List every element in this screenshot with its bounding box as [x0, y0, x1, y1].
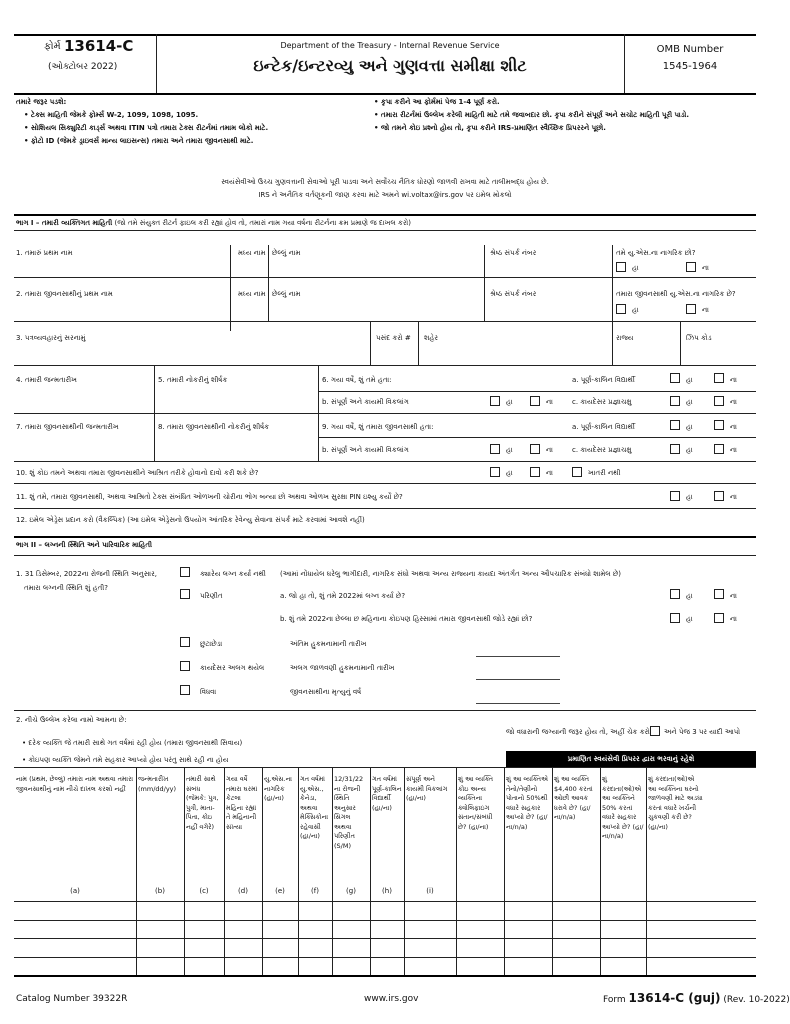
column-header: જન્મતારીખ (mm/dd/yy): [138, 775, 177, 793]
column-letter: (c): [199, 887, 209, 895]
blind-yes-checkbox[interactable]: [670, 396, 680, 406]
omb-label: OMB Number: [656, 44, 724, 55]
identity-theft-question: 11. શું તમે, તમારા જીવનસાથી, અથવા આશ્રિતો ટેક્સ સંબંધિત ઓળખની ચોરીના ભોગ બન્યા છો અથવા ઓળખ સુરક્ષા PIN ઇશ્યુ કર્યો છે?: [16, 493, 403, 501]
right-item-1: • કૃપા કરીને આ ફોર્મમાં પેજ 1-4 પૂર્ણ કરો.: [374, 98, 500, 106]
table-top-rule: [14, 767, 756, 768]
blind-yes-label: હા: [686, 398, 693, 406]
footer-form-id: Form 13614-C (guj) (Rev. 10-2022): [603, 991, 790, 1005]
identity-yes-label: હા: [686, 493, 693, 501]
disabled-label: b. સંપૂર્ણ અને કાયમી વિકલાંગ: [322, 398, 409, 406]
column-letter: (a): [70, 887, 80, 895]
row6a-rule: [318, 391, 756, 392]
citizen-question-2: તમારા જીવનસાથી યુ.એસ.ના નાગરિક છે?: [616, 290, 736, 298]
blind-no-checkbox[interactable]: [714, 396, 724, 406]
col-divider-apt: [370, 321, 371, 365]
row2-bottom-rule: [14, 321, 756, 322]
row1-bottom-rule: [14, 277, 756, 278]
never-married-note: (આમાં નોંધાયેલ ઘરેલુ ભાગીદારી, નાગરિક સંઘો અથવા અન્ય રાજ્યના કાયદા અંતર્ગત અન્ય ઔપચારિક સંબંધો શામેલ છે): [280, 570, 621, 578]
spouse-blind-no-label: ના: [730, 446, 737, 454]
column-header: શું આ વ્યક્તિ કોઇ અન્ય વ્યક્તિના ક્વોલિફાઇંગ સંતાન/સંબંધી છે? (હા/ના): [458, 775, 494, 831]
column-divider: [332, 767, 333, 975]
phone-label: શ્રેષ્ઠ સંપર્ક નંબર: [490, 249, 537, 257]
spouse-blind-yes-label: હા: [686, 446, 693, 454]
form-number: 13614-C: [64, 37, 134, 55]
first-name-label: 1. તમારું પ્રથમ નામ: [16, 249, 73, 257]
column-header: શું આ વ્યક્તિ $4,400 કરતાં ઓછી આવક ધરાવે છે? (હા/ના/n/a): [554, 775, 593, 821]
lived-with-spouse-no-checkbox[interactable]: [714, 613, 724, 623]
column-letter: (f): [311, 887, 319, 895]
birthdate-label: 4. તમારી જન્મતારીખ: [16, 376, 77, 384]
spouse-disabled-yes-label: હા: [506, 446, 513, 454]
disabled-yes-checkbox[interactable]: [490, 396, 500, 406]
column-header: નામ (પ્રથમ, છેલ્લું) તમારા નામ અથવા તમારા જીવનસાથીનું નામ નીચે દાખલ કરશો નહીં: [16, 775, 134, 793]
column-divider: [552, 767, 553, 975]
fulltime-no-checkbox[interactable]: [714, 373, 724, 383]
column-divider: [298, 767, 299, 975]
spouse-blind-no-checkbox[interactable]: [714, 444, 724, 454]
email-label: 12. ઇમેલ એડ્રેસ પ્રદાન કરો (વૈકલ્પિક) (આ ઇમેલ એડ્રેસનો ઉપયોગ આંતરિક રેવેન્યુ સેવાના સંપર્ક માટે કરવામાં આવશે નહીં): [16, 516, 365, 524]
part2-header-rule: [14, 555, 756, 556]
divorced-label: છુટાછેડા: [200, 640, 223, 648]
need-title: તમારે જરૂર પડશે:: [16, 98, 67, 106]
separated-label: કાયદેસર અલગ થયેલ: [200, 664, 265, 672]
need-item-3: • ફોટો ID (જેમકે ડ્રાઇવર્સ માન્ય લાઇસન્સ) તમારા અને તમારા જીવનસાથી માટે.: [24, 137, 254, 145]
col-divider-phone: [484, 245, 485, 321]
marital-q-line2: તમારા લગ્નની સ્થિતિ શું હતી?: [24, 584, 108, 592]
catalog-number: Catalog Number 39322R: [16, 994, 128, 1004]
form-date: (ઓક્ટોબર 2022): [48, 62, 118, 72]
dependent-yes-label: હા: [506, 469, 513, 477]
citizen-yes-checkbox[interactable]: [616, 262, 626, 272]
disabled-no-checkbox[interactable]: [530, 396, 540, 406]
separated-date-label: અલગ જાળવણી હુકમનામાની તારીખ: [290, 664, 395, 672]
need-item-1: • ટેક્સ માહિતી જેમકે ફોર્મ્સ W-2, 1099, 1098, 1095.: [24, 111, 199, 119]
spouse-fulltime-no-checkbox[interactable]: [714, 420, 724, 430]
identity-no-checkbox[interactable]: [714, 491, 724, 501]
col-divider-last: [268, 245, 269, 321]
divorced-date-field[interactable]: [476, 656, 560, 657]
spouse-citizen-yes-label: હા: [632, 306, 639, 314]
column-divider: [646, 767, 647, 975]
form-title: ઇન્ટેક/ઇન્ટરવ્યુ અને ગુણવત્તા સમીક્ષા શીટ: [253, 56, 527, 75]
column-divider: [600, 767, 601, 975]
column-header: શું કરદાતા(ઓ)એ આ વ્યક્તિને 50% કરતાં વધારે સહકાર આપ્યો છે? (હા/ના/n/a): [602, 775, 644, 840]
table-row[interactable]: [14, 920, 756, 921]
column-header: સંપૂર્ણ અને કાયમી વિકલાંગ (હા/ના): [406, 775, 448, 802]
form-label: ફોર્મ: [44, 41, 61, 52]
married-2022-no-label: ના: [730, 592, 737, 600]
spouse-citizen-no-label: ના: [702, 306, 709, 314]
apt-label: પસંદ કરો #: [376, 334, 411, 342]
dependent-question: 10. શું કોઇ તમને અથવા તમારા જીવનસાથીને આશ્રિત તરીકે હોવાનો દાવો કરી શકે છે?: [16, 469, 259, 477]
divorced-date-label: અંતિમ હુકમનામાની તારીખ: [290, 640, 367, 648]
married-2022-yes-label: હા: [686, 592, 693, 600]
blind-label: c. કાયદેસર પ્રજ્ઞાચક્ષુ: [572, 398, 632, 406]
ethics-notice-2: IRS ને અનૈતિક વર્તણૂકની જાણ કરવા માટે અમને wi.voltax@irs.gov પર ઇમેલ મોકલો: [258, 191, 512, 199]
separated-date-field[interactable]: [476, 679, 560, 680]
spouse-disabled-no-checkbox[interactable]: [530, 444, 540, 454]
column-divider: [370, 767, 371, 975]
marital-bottom-rule: [14, 710, 756, 711]
married-checkbox[interactable]: [180, 589, 190, 599]
married-2022-question: a. જો હા તો, શું તમે 2022માં લગ્ન કર્યા છે?: [280, 592, 406, 600]
part1-header-rule: [14, 230, 756, 231]
spouse-disabled-no-label: ના: [546, 446, 553, 454]
lived-with-spouse-yes-checkbox[interactable]: [670, 613, 680, 623]
spouse-blind-label: c. કાયદેસર પ્રજ્ઞાચક્ષુ: [572, 446, 632, 454]
column-letter: (g): [346, 887, 356, 895]
citizen-yes-label: હા: [632, 264, 639, 272]
lived-with-spouse-no-label: ના: [730, 615, 737, 623]
divorced-checkbox[interactable]: [180, 637, 190, 647]
widowed-label: વિધવા: [200, 688, 217, 696]
dependent-no-label: ના: [546, 469, 553, 477]
citizen-no-checkbox[interactable]: [686, 262, 696, 272]
dependent-unsure-checkbox[interactable]: [572, 467, 582, 477]
website: www.irs.gov: [364, 994, 419, 1004]
dependent-unsure-label: ખાતરી નથી: [588, 469, 621, 477]
spouse-fulltime-yes-label: હા: [686, 423, 693, 431]
header-bottom-rule: [14, 93, 756, 95]
lived-with-spouse-yes-label: હા: [686, 615, 693, 623]
more-space-label: જો વધારાની જગ્યાની જરૂર હોય તો, અહીં ચેક કરો: [506, 728, 650, 736]
household-question: 2. નીચે ઉલ્લેખ કરેલા નામો આમના છે:: [16, 716, 127, 724]
identity-no-label: ના: [730, 493, 737, 501]
column-divider: [136, 767, 137, 975]
ethics-notice-1: સ્વયંસેવીઓ ઉચ્ચ ગુણવત્તાની સેવાઓ પૂરી પાડવા અને સર્વોચ્ચ નૈતિક ધોરણો જાળવી રાખવા માટે તાલીમબદ્ધ હોય છે.: [221, 178, 549, 186]
part1-subtitle: (જો તમે સંયુક્ત રીટર્ન ફાઇલ કરી રહ્યાં હોવ તો, તમારાં નામ ગયા વર્ષના રીટર્નના ક્રમ પ્રમાણે જ દાખલ કરો): [114, 219, 411, 227]
certified-preparer-header: પ્રમાણિત સ્વયંસેવી પ્રિપરર દ્વારા ભરવાનું રહેશે: [506, 751, 756, 767]
row11-bottom-rule: [14, 508, 756, 509]
spouse-citizen-no-checkbox[interactable]: [686, 304, 696, 314]
spouse-fulltime-no-label: ના: [730, 423, 737, 431]
citizen-question-1: તમે યુ.એસ.ના નાગરિક છો?: [616, 249, 696, 257]
fulltime-yes-label: હા: [686, 376, 693, 384]
spouse-phone-label: શ્રેષ્ઠ સંપર્ક નંબર: [490, 290, 537, 298]
col-divider-middle: [230, 245, 231, 331]
spouse-job-label: 8. તમારા જીવનસાથીની નોકરીનું શીર્ષક: [158, 423, 270, 431]
row9-bottom-rule: [14, 461, 756, 462]
column-header: તમારી સાથે સંબંધ (જેમકે: પુત્ર, પુત્રી, માતા-પિતા, કોઇ નહીં વગેરે): [186, 775, 219, 831]
col-divider-zip: [680, 321, 681, 365]
column-divider: [504, 767, 505, 975]
column-header: શું આ વ્યક્તિએ તેનો/તેણીનો પોતાનો 50%થી વધારે સહકાર આપ્યો છે? (હા/ના/n/a): [506, 775, 548, 831]
column-letter: (h): [382, 887, 392, 895]
part1-header: [16, 219, 411, 228]
dependents-table: [14, 767, 756, 975]
col-divider-city: [418, 321, 419, 365]
spouse-fulltime-label: a. પૂર્ણ-કાલિન વિદ્યાર્થી: [572, 423, 635, 431]
married-2022-yes-checkbox[interactable]: [670, 589, 680, 599]
household-bullet-2: • કોઇપણ વ્યક્તિ જેમને તમે સહકાર આપ્યો હોય પરંતુ સાથે રહી ના હોય: [22, 756, 229, 764]
address-label: 3. પત્રવ્યવહારનું સરનામું: [16, 334, 86, 342]
column-divider: [224, 767, 225, 975]
widowed-year-field[interactable]: [476, 703, 560, 704]
married-2022-no-checkbox[interactable]: [714, 589, 724, 599]
column-letter: (i): [426, 887, 434, 895]
row9a-rule: [318, 437, 756, 438]
row6-bottom-rule: [14, 413, 756, 414]
separated-checkbox[interactable]: [180, 661, 190, 671]
household-bullet-1: • દરેક વ્યક્તિ જે તમારી સાથે ગત વર્ષમાં રહી હોય (તમારા જીવનસાથી સિવાય): [22, 739, 243, 747]
column-header: ગત વર્ષમાં યુ.એસ., કેનેડા, અથવા મેક્સિકોના રહેવાસી (હા/ના): [300, 775, 329, 840]
column-header: યુ.એસ.ના નાગરિક (હા/ના): [264, 775, 293, 802]
right-item-2: • તમારા રીટર્નમાં ઉલ્લેખ કરેલી માહિતી માટે તમે જવાબદાર છો. કૃપા કરીને સંપૂર્ણ અને સચોટ માહિતી પૂરી પાડો.: [374, 111, 690, 119]
lived-with-spouse-question: b. શું તમે 2022ના છેલ્લા છ મહિનાના કોઇપણ હિસ્સામાં તમારા જીવનસાથી જોડે રહ્યાં છો?: [280, 615, 533, 623]
column-letter: (d): [238, 887, 248, 895]
widowed-checkbox[interactable]: [180, 685, 190, 695]
need-item-2: • સોશિયલ સિક્યુરિટી કાર્ડ્સ અથવા ITIN પત્રો તમારા ટેક્સ રીટર્નમાં તમામ લોકો માટે.: [24, 124, 269, 132]
department: Department of the Treasury - Internal Revenue Service: [280, 41, 500, 50]
city-label: શહેર: [424, 334, 438, 342]
table-header-rule: [14, 901, 756, 902]
row3-bottom-rule: [14, 365, 756, 366]
last-name-label: છેલ્લું નામ: [272, 249, 301, 257]
part1-title: ભાગ I – તમારી વ્યક્તિગત માહિતી: [16, 219, 113, 227]
spouse-birthdate-label: 7. તમારા જીવનસાથીની જન્મતારીખ: [16, 423, 119, 431]
middle-name-label: મધ્ય નામ: [238, 249, 266, 257]
identity-yes-checkbox[interactable]: [670, 491, 680, 501]
never-married-label: ક્યારેય લગ્ન કર્યા નથી: [200, 570, 266, 578]
spouse-status-label: 9. ગયા વર્ષે, શું તમારા જીવનસાથી હતા:: [322, 423, 434, 431]
spouse-middle-name-label: મધ્ય નામ: [238, 290, 266, 298]
column-divider: [184, 767, 185, 975]
column-letter: (e): [275, 887, 285, 895]
column-divider: [262, 767, 263, 975]
disabled-yes-label: હા: [506, 398, 513, 406]
column-letter: (b): [155, 887, 165, 895]
column-divider: [456, 767, 457, 975]
disabled-no-label: ના: [546, 398, 553, 406]
row10-bottom-rule: [14, 483, 756, 484]
col-divider-citizen: [612, 245, 613, 365]
omb-number: 1545-1964: [662, 61, 718, 72]
fulltime-yes-checkbox[interactable]: [670, 373, 680, 383]
zip-label: ઝિપ કોડ: [686, 334, 712, 342]
spouse-first-name-label: 2. તમારા જીવનસાથીનું પ્રથમ નામ: [16, 290, 113, 298]
part2-top-rule: [14, 536, 756, 538]
never-married-checkbox[interactable]: [180, 567, 190, 577]
widowed-year-label: જીવનસાથીના મૃત્યુનું વર્ષ: [290, 688, 362, 696]
column-header: શું કરદાતા(ઓ)એ આ વ્યક્તિના ઘરનો જાળવણી માટે અડધા કરતાં વધારે ખર્ચની ચુકવણી કરી છે? (હા/ના): [648, 775, 703, 831]
marital-q-line1: 1. 31 ડિસેમ્બર, 2022ના રોજની સ્થિતિ અનુસાર,: [16, 570, 157, 578]
last-year-status-label: 6. ગયા વર્ષે, શું તમે હતા:: [322, 376, 392, 384]
top-rule: [14, 34, 756, 36]
table-row[interactable]: [14, 957, 756, 958]
column-divider: [404, 767, 405, 975]
state-label: રાજ્ય: [616, 334, 634, 342]
part2-title: ભાગ II – લગ્નની સ્થિતિ અને પારિવારિક માહિતી: [16, 541, 153, 549]
column-header: ગયા વર્ષે તમારા ઘરમાં કેટલા મહિના રહ્યાં તે મહિનાની સંખ્યા: [226, 775, 258, 831]
part1-top-rule: [14, 214, 756, 216]
spouse-disabled-yes-checkbox[interactable]: [490, 444, 500, 454]
spouse-blind-yes-checkbox[interactable]: [670, 444, 680, 454]
column-header: 12/31/22 ના રોજની સ્થિતિ અનુસાર સિંગલ અથવા પરિણીત (S/M): [334, 775, 364, 850]
spouse-fulltime-yes-checkbox[interactable]: [670, 420, 680, 430]
job-title-label: 5. તમારી નોકરીનું શીર્ષક: [158, 376, 228, 384]
spouse-disabled-label: b. સંપૂર્ણ અને કાયમી વિકલાંગ: [322, 446, 409, 454]
fulltime-no-label: ના: [730, 376, 737, 384]
citizen-no-label: ના: [702, 264, 709, 272]
more-space-label-2: અને પેજ 3 પર યાદી આપો: [664, 728, 741, 736]
fulltime-student-label: a. પૂર્ણ-કાલિન વિદ્યાર્થી: [572, 376, 635, 384]
column-header: ગત વર્ષમાં પૂર્ણ-કાલિન વિદ્યાર્થી (હા/ના): [372, 775, 402, 812]
dependent-no-checkbox[interactable]: [530, 467, 540, 477]
dependent-yes-checkbox[interactable]: [490, 467, 500, 477]
more-space-checkbox[interactable]: [650, 726, 660, 736]
blind-no-label: ના: [730, 398, 737, 406]
right-item-3: • જો તમને કોઇ પ્રશ્નો હોય તો, કૃપા કરીને IRS-પ્રમાણિત સ્વૈચ્છિક પ્રિપરરને પૂછો.: [374, 124, 606, 132]
spouse-last-name-label: છેલ્લું નામ: [272, 290, 301, 298]
table-row[interactable]: [14, 938, 756, 939]
married-label: પરિણીત: [200, 592, 223, 600]
spouse-citizen-yes-checkbox[interactable]: [616, 304, 626, 314]
footer-rule: [14, 975, 756, 977]
